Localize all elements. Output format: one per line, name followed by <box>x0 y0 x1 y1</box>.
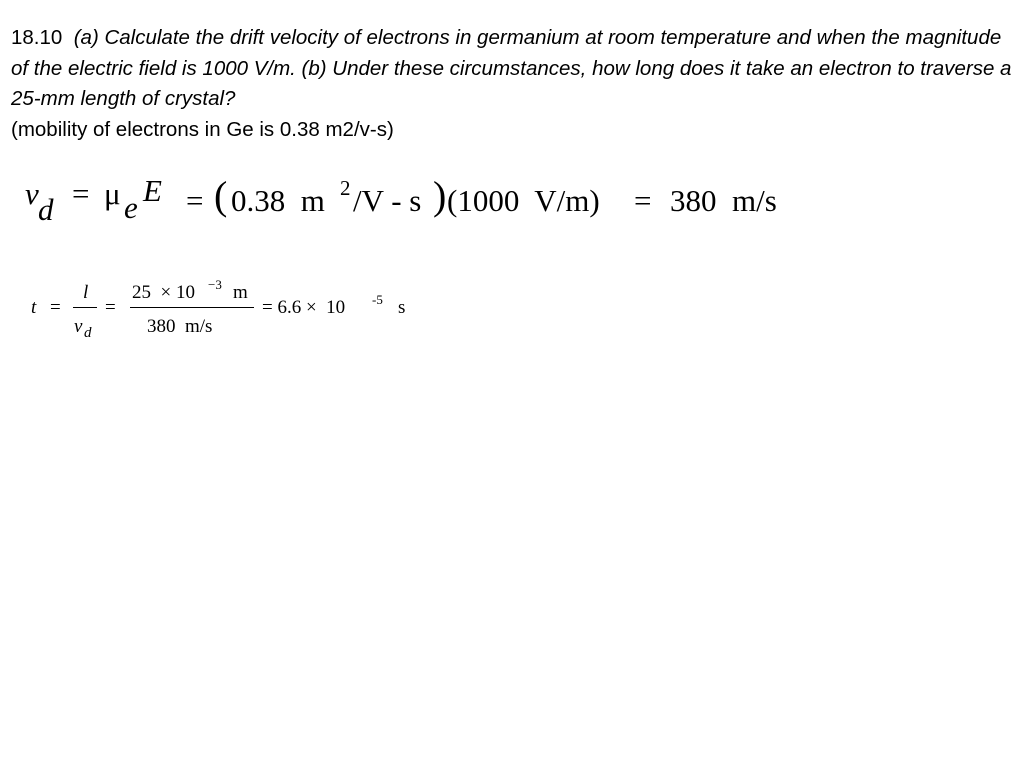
eq2-den-val: 380 m/s <box>147 316 213 337</box>
eq2-fraction-bar-1 <box>73 307 97 308</box>
eq1-v: v <box>25 176 39 211</box>
eq2-num-l: l <box>83 282 89 303</box>
eq1-mobility: 0.38 m <box>231 183 325 218</box>
eq2-res-unit: s <box>398 297 406 318</box>
eq1-mu-sub: e <box>124 190 138 225</box>
mobility-note: (mobility of electrons in Ge is 0.38 m2/v-s) <box>11 117 394 141</box>
eq2-t: t <box>31 297 37 318</box>
eq2-num-unit: m <box>233 282 248 303</box>
eq2-equals-1: = <box>50 297 61 318</box>
eq1-equals-3: = <box>634 183 652 218</box>
problem-question: (a) Calculate the drift velocity of electrons in germanium at room temperature and when the magnitude of the electric field is 1000 V/m. (b) Under these circumstances, how long does it take an electron to traverse a 25-mm length of crystal? <box>11 26 1012 110</box>
eq1-mu: μ <box>104 176 121 211</box>
eq1-v-sub: d <box>38 192 54 227</box>
problem-number: 18.10 <box>11 26 63 49</box>
eq2-num-val: 25 × 10 <box>132 282 195 303</box>
eq2-den-sub: d <box>84 325 92 341</box>
eq2-result: = 6.6 × 10 <box>262 297 346 318</box>
eq2-num-exp: −3 <box>208 277 222 292</box>
eq1-result: 380 m/s <box>670 183 777 218</box>
eq1-E: E <box>143 173 162 208</box>
eq1-lparen: ( <box>214 173 228 218</box>
eq2-res-exp: -5 <box>372 292 383 307</box>
problem-statement <box>11 23 1019 145</box>
eq1-rparen: ) <box>433 173 447 218</box>
eq2-den-v: v <box>74 316 83 337</box>
eq1-sup2: 2 <box>340 176 351 200</box>
eq1-efield: (1000 V/m) <box>447 183 600 218</box>
eq1-equals: = <box>72 176 90 211</box>
eq1-units: /V - s <box>353 183 422 218</box>
eq2-equals-2: = <box>105 297 116 318</box>
eq1-equals-2: = <box>186 183 204 218</box>
eq2-fraction-bar-2 <box>130 307 254 308</box>
